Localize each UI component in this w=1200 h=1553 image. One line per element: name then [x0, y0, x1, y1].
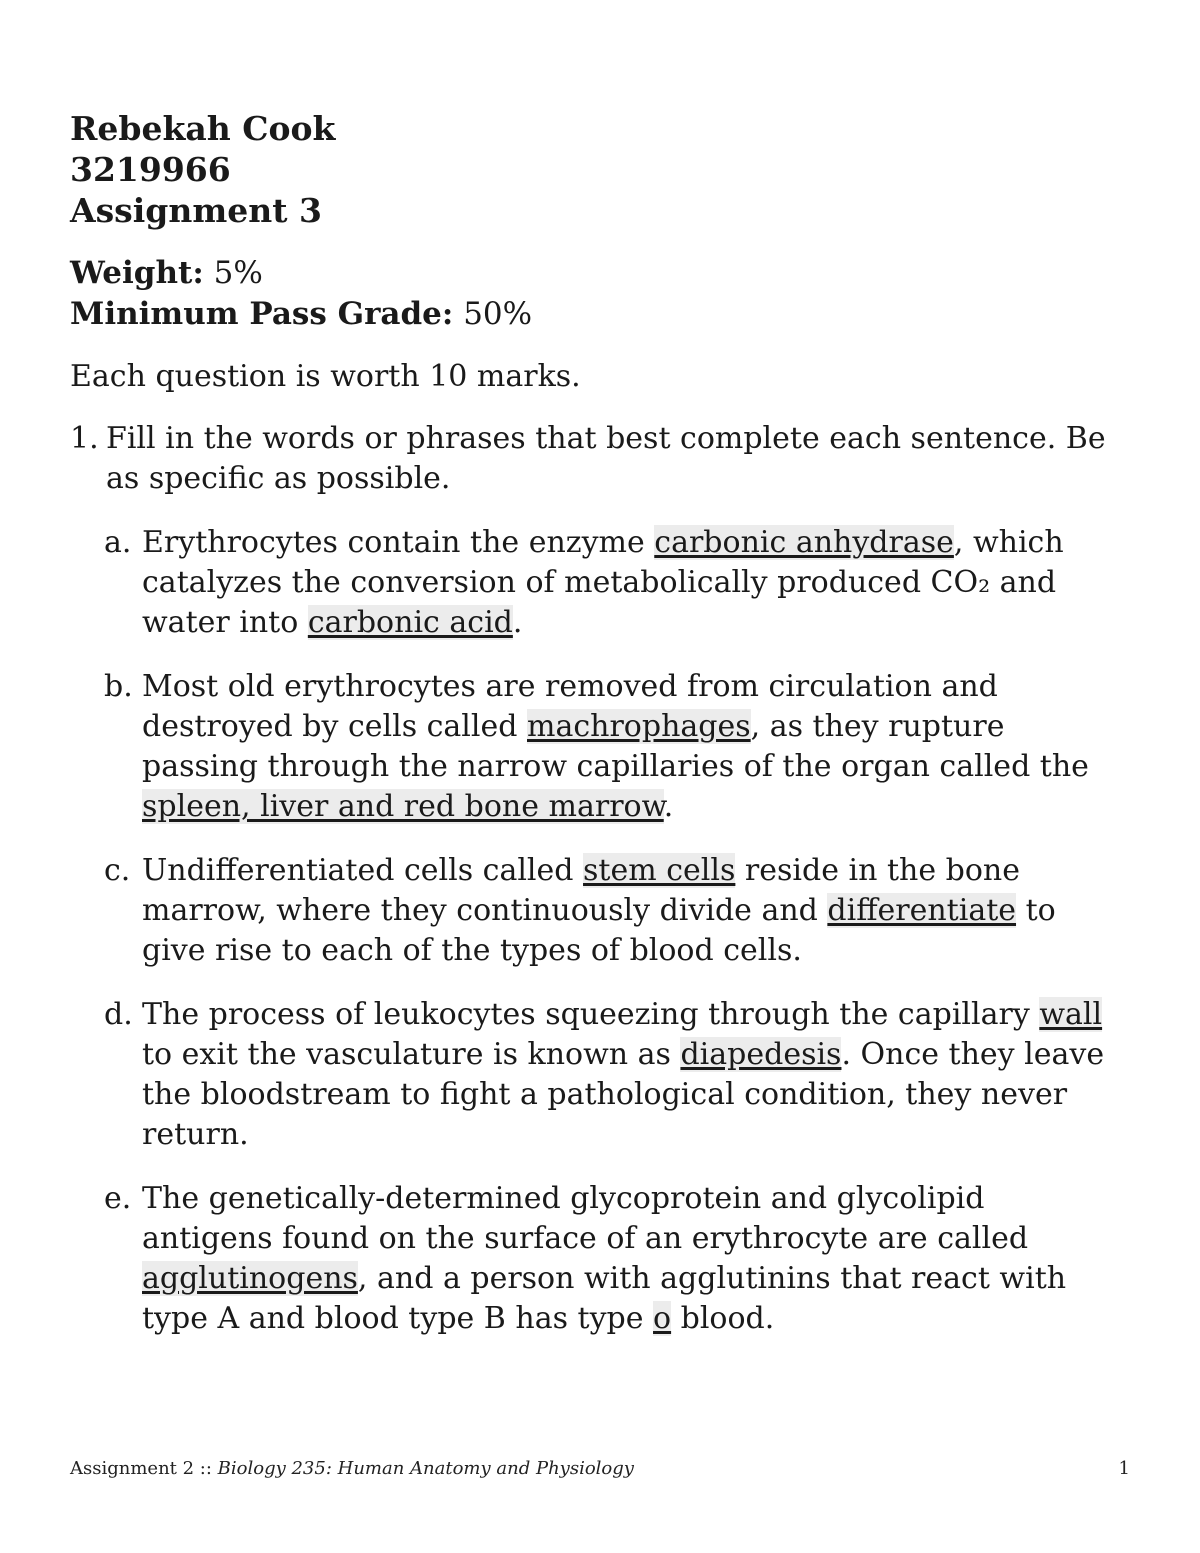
question-1 — [70, 419, 1115, 499]
weight-label: Weight: — [70, 255, 204, 291]
item-d — [104, 995, 1115, 1155]
item-text-part: reside in the bone marrow, where they continuously divide and — [142, 853, 1020, 928]
question-number: 1. — [70, 421, 99, 456]
page-footer — [70, 1458, 1130, 1479]
answer-blank: diapedesis — [680, 1037, 842, 1072]
answer-blank: carbonic anhydrase — [654, 525, 954, 560]
weight-line — [70, 253, 1115, 294]
footer-separator: :: — [194, 1458, 218, 1479]
item-text — [142, 667, 1115, 827]
item-text-part: Undifferentiated cells called — [142, 853, 584, 888]
item-letter: c. — [104, 853, 131, 888]
item-text — [142, 851, 1115, 971]
assignment-title: Assignment 3 — [70, 191, 322, 230]
item-text-part: to give rise to each of the types of blood cells. — [142, 893, 1056, 968]
item-b — [104, 667, 1115, 827]
pass-grade-label: Minimum Pass Grade: — [70, 296, 454, 332]
item-a — [104, 523, 1115, 643]
item-text — [142, 995, 1115, 1155]
page-number: 1 — [1118, 1458, 1130, 1479]
item-text-part: . — [512, 605, 523, 640]
answer-blank: machrophages — [527, 709, 751, 744]
item-letter: e. — [104, 1181, 132, 1216]
item-text-part: , and a person with agglutinins that react with type A and blood type B has type — [142, 1261, 1067, 1336]
item-text-part: , as they rupture passing through the narrow capillaries of the organ called the — [142, 709, 1089, 784]
pass-grade-value: 50% — [463, 296, 533, 332]
student-name: Rebekah Cook — [70, 109, 336, 148]
item-letter: b. — [104, 669, 133, 704]
item-letter: a. — [104, 525, 132, 560]
footer-course: Biology 235: Human Anatomy and Physiology — [217, 1458, 634, 1479]
answer-blank: o — [653, 1301, 672, 1336]
item-text-part: Erythrocytes contain the enzyme — [142, 525, 655, 560]
footer-assignment: Assignment 2 — [70, 1458, 195, 1479]
item-e — [104, 1179, 1115, 1339]
item-text — [142, 523, 1115, 643]
answer-blank: carbonic acid — [307, 605, 513, 640]
weight-value: 5% — [213, 255, 263, 291]
item-text-part: . — [663, 789, 674, 824]
item-text-part: Most old erythrocytes are removed from circulation and destroyed by cells called — [142, 669, 998, 744]
item-text — [142, 1179, 1115, 1339]
item-text-part: The genetically-determined glycoprotein and glycolipid antigens found on the surface of an erythrocyte are called — [142, 1181, 1029, 1256]
item-text-part: blood. — [671, 1301, 775, 1336]
answer-blank: agglutinogens — [142, 1261, 358, 1296]
pass-grade-line — [70, 294, 1115, 335]
item-text-part: . Once they leave the bloodstream to fight a pathological condition, they never return. — [142, 1037, 1105, 1152]
question-text: Fill in the words or phrases that best complete each sentence. Be as specific as possible. — [106, 421, 1106, 496]
answer-blank: differentiate — [827, 893, 1017, 928]
answer-blank: stem cells — [583, 853, 736, 888]
footer-course-line — [70, 1458, 634, 1479]
item-text-part: to exit the vasculature is known as — [142, 1037, 681, 1072]
item-text-part: , which catalyzes the conversion of metabolically produced CO₂ and water into — [142, 525, 1064, 640]
item-text-part: The process of leukocytes squeezing through the capillary — [142, 997, 1040, 1032]
item-letter: d. — [104, 997, 133, 1032]
assignment-meta — [70, 253, 1115, 335]
answer-blank: spleen, liver and red bone marrow — [142, 789, 664, 824]
item-c — [104, 851, 1115, 971]
document-page — [70, 108, 1115, 1339]
intro-text: Each question is worth 10 marks. — [70, 359, 581, 394]
student-header — [70, 108, 1115, 231]
student-id: 3219966 — [70, 150, 231, 189]
answer-blank: wall — [1039, 997, 1103, 1032]
